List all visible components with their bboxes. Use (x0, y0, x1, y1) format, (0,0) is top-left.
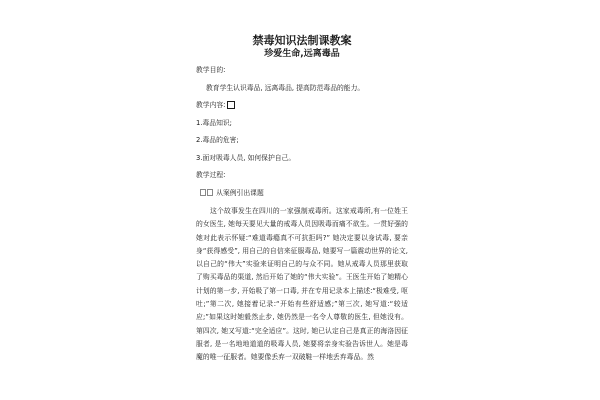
document-title: 禁毒知识法制课教案 (252, 34, 352, 47)
content-item: 2.毒品的危害; (196, 136, 239, 144)
section-heading-row (196, 188, 408, 199)
story-paragraph: 这个故事发生在四川的一家强制戒毒所。这家戒毒所,有一位姓王的女医生, 她每天要见大量的戒毒人员因吸毒而痛不欲生。一贯好强的她对此表示怀疑:“难道毒瘾真不可抗拒吗?” 她决定要以身试毒, 要亲身“获得感受”, 用自己的自信来征服毒品, 她要写一篇震动世界的论文, 以自己的“伟大”实验来证明自己的与众不同。她从戒毒人员那里获取了购买毒品的渠道, 然后开始了她的“伟大实验”。王医生开始了她精心计划的第一步, 开始吸了第一口毒, 并在专用记录本上描述:“极难受, 呕吐;”第二次, 她接着记录:“开始有些舒适感;”第三次, 她写道:“较适应;”如果这时她毅然止步, 她仍然是一名令人尊敬的医生, 但她没有。第四次, 她又写道:“完全适应”。这时, 她已认定自己是真正的海洛因征服者, 是一名地地道道的吸毒人员, 她要将亲身实验告诉世人。她是毒魔的唯一征服者。她要像丢弃一双破鞋一样地丢弃毒品。然 (196, 207, 408, 362)
section-heading: 从案例引出课题 (216, 188, 264, 197)
bullet-box-icon (207, 189, 213, 196)
process-label: 教学过程: (196, 171, 226, 179)
objectives-text: 教育学生认识毒品, 远离毒品, 提高防范毒品的能力。 (206, 83, 365, 92)
content-label-row (196, 100, 408, 111)
objectives-label: 教学目的: (196, 66, 226, 74)
content-item: 3.面对吸毒人员, 如何保护自己。 (196, 153, 296, 162)
checkbox-icon (227, 101, 235, 109)
content-item: 1.毒品知识; (196, 118, 232, 127)
document-subtitle: 珍爱生命,远离毒品 (264, 49, 340, 59)
content-label: 教学内容: (196, 101, 226, 109)
document-body (196, 34, 408, 365)
bullet-box-icon (200, 189, 206, 196)
